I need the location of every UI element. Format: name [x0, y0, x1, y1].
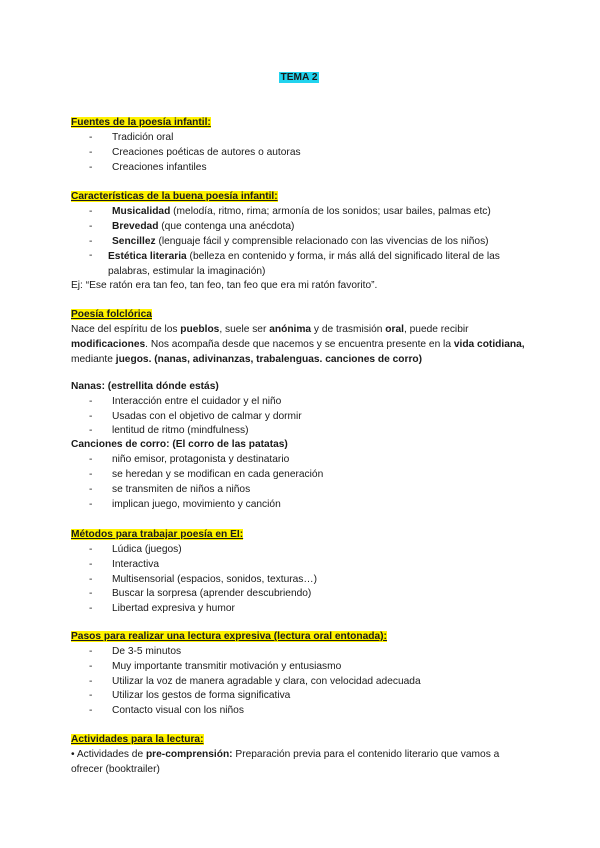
heading-pasos-lectura: Pasos para realizar una lectura expresiva (lectura oral entonada):	[71, 631, 387, 642]
list-item: - Usadas con el objetivo de calmar y dormir	[89, 411, 302, 422]
list-item: - Brevedad (que contenga una anécdota)	[89, 221, 295, 232]
list-item: - Musicalidad (melodía, ritmo, rima; armonía de los sonidos; usar bailes, palmas etc)	[89, 206, 491, 217]
folclorica-paragraph: Nace del espíritu de los pueblos, suele ser anónima y de trasmisión oral, puede recibir modificaciones. Nos acompaña desde que nacemos y se encuentra presente en la vida cotidiana, mediante juegos. (nanas, adivinanzas, trabalenguas. canciones de corro)	[71, 324, 525, 365]
heading-metodos: Métodos para trabajar poesía en EI:	[71, 529, 244, 540]
heading-nanas: Nanas: (estrellita dónde estás)	[71, 381, 219, 392]
list-item: - Contacto visual con los niños	[89, 705, 244, 716]
example-text: Ej: “Ese ratón era tan feo, tan feo, tan feo que era mi ratón favorito”.	[71, 280, 378, 291]
list-item: - De 3-5 minutos	[89, 646, 182, 657]
list-item: - lentitud de ritmo (mindfulness)	[89, 425, 249, 436]
list-item: - Sencillez (lenguaje fácil y comprensible relacionado con las vivencias de los niños)	[89, 236, 489, 247]
list-item: - Lúdica (juegos)	[89, 544, 182, 555]
heading-canciones-corro: Canciones de corro: (El corro de las patatas)	[71, 439, 288, 450]
list-item: - se heredan y se modifican en cada generación	[89, 469, 324, 480]
list-item: - Libertad expresiva y humor	[89, 603, 235, 614]
list-item: Estética literaria (belleza en contenido y forma, ir más allá del significado literal de las palabras, estimular la imaginación)	[108, 251, 500, 277]
list-item: - Utilizar los gestos de forma significativa	[89, 690, 291, 701]
list-item: - Creaciones poéticas de autores o autoras	[89, 147, 301, 158]
list-item: - Interactiva	[89, 559, 159, 570]
list-item: - niño emisor, protagonista y destinatario	[89, 454, 290, 465]
list-item: - Creaciones infantiles	[89, 162, 207, 173]
list-item: - Utilizar la voz de manera agradable y clara, con velocidad adecuada	[89, 676, 421, 687]
list-item: - Interacción entre el cuidador y el niño	[89, 396, 282, 407]
list-item: - Tradición oral	[89, 132, 174, 143]
heading-fuentes: Fuentes de la poesía infantil:	[71, 117, 211, 128]
list-item: - Multisensorial (espacios, sonidos, texturas…)	[89, 574, 317, 585]
list-item: - implican juego, movimiento y canción	[89, 499, 281, 510]
page-title: TEMA 2	[280, 72, 318, 83]
heading-actividades: Actividades para la lectura:	[71, 734, 204, 745]
list-item: - se transmiten de niños a niños	[89, 484, 251, 495]
actividades-paragraph: • Actividades de pre-comprensión: Preparación previa para el contenido literario que vamos a ofrecer (booktrailer)	[71, 749, 500, 775]
list-item: - Muy importante transmitir motivación y entusiasmo	[89, 661, 342, 672]
list-item: - Buscar la sorpresa (aprender descubriendo)	[89, 588, 312, 599]
heading-poesia-folclorica: Poesía folclórica	[71, 309, 152, 320]
heading-caracteristicas: Características de la buena poesía infantil:	[71, 191, 278, 202]
